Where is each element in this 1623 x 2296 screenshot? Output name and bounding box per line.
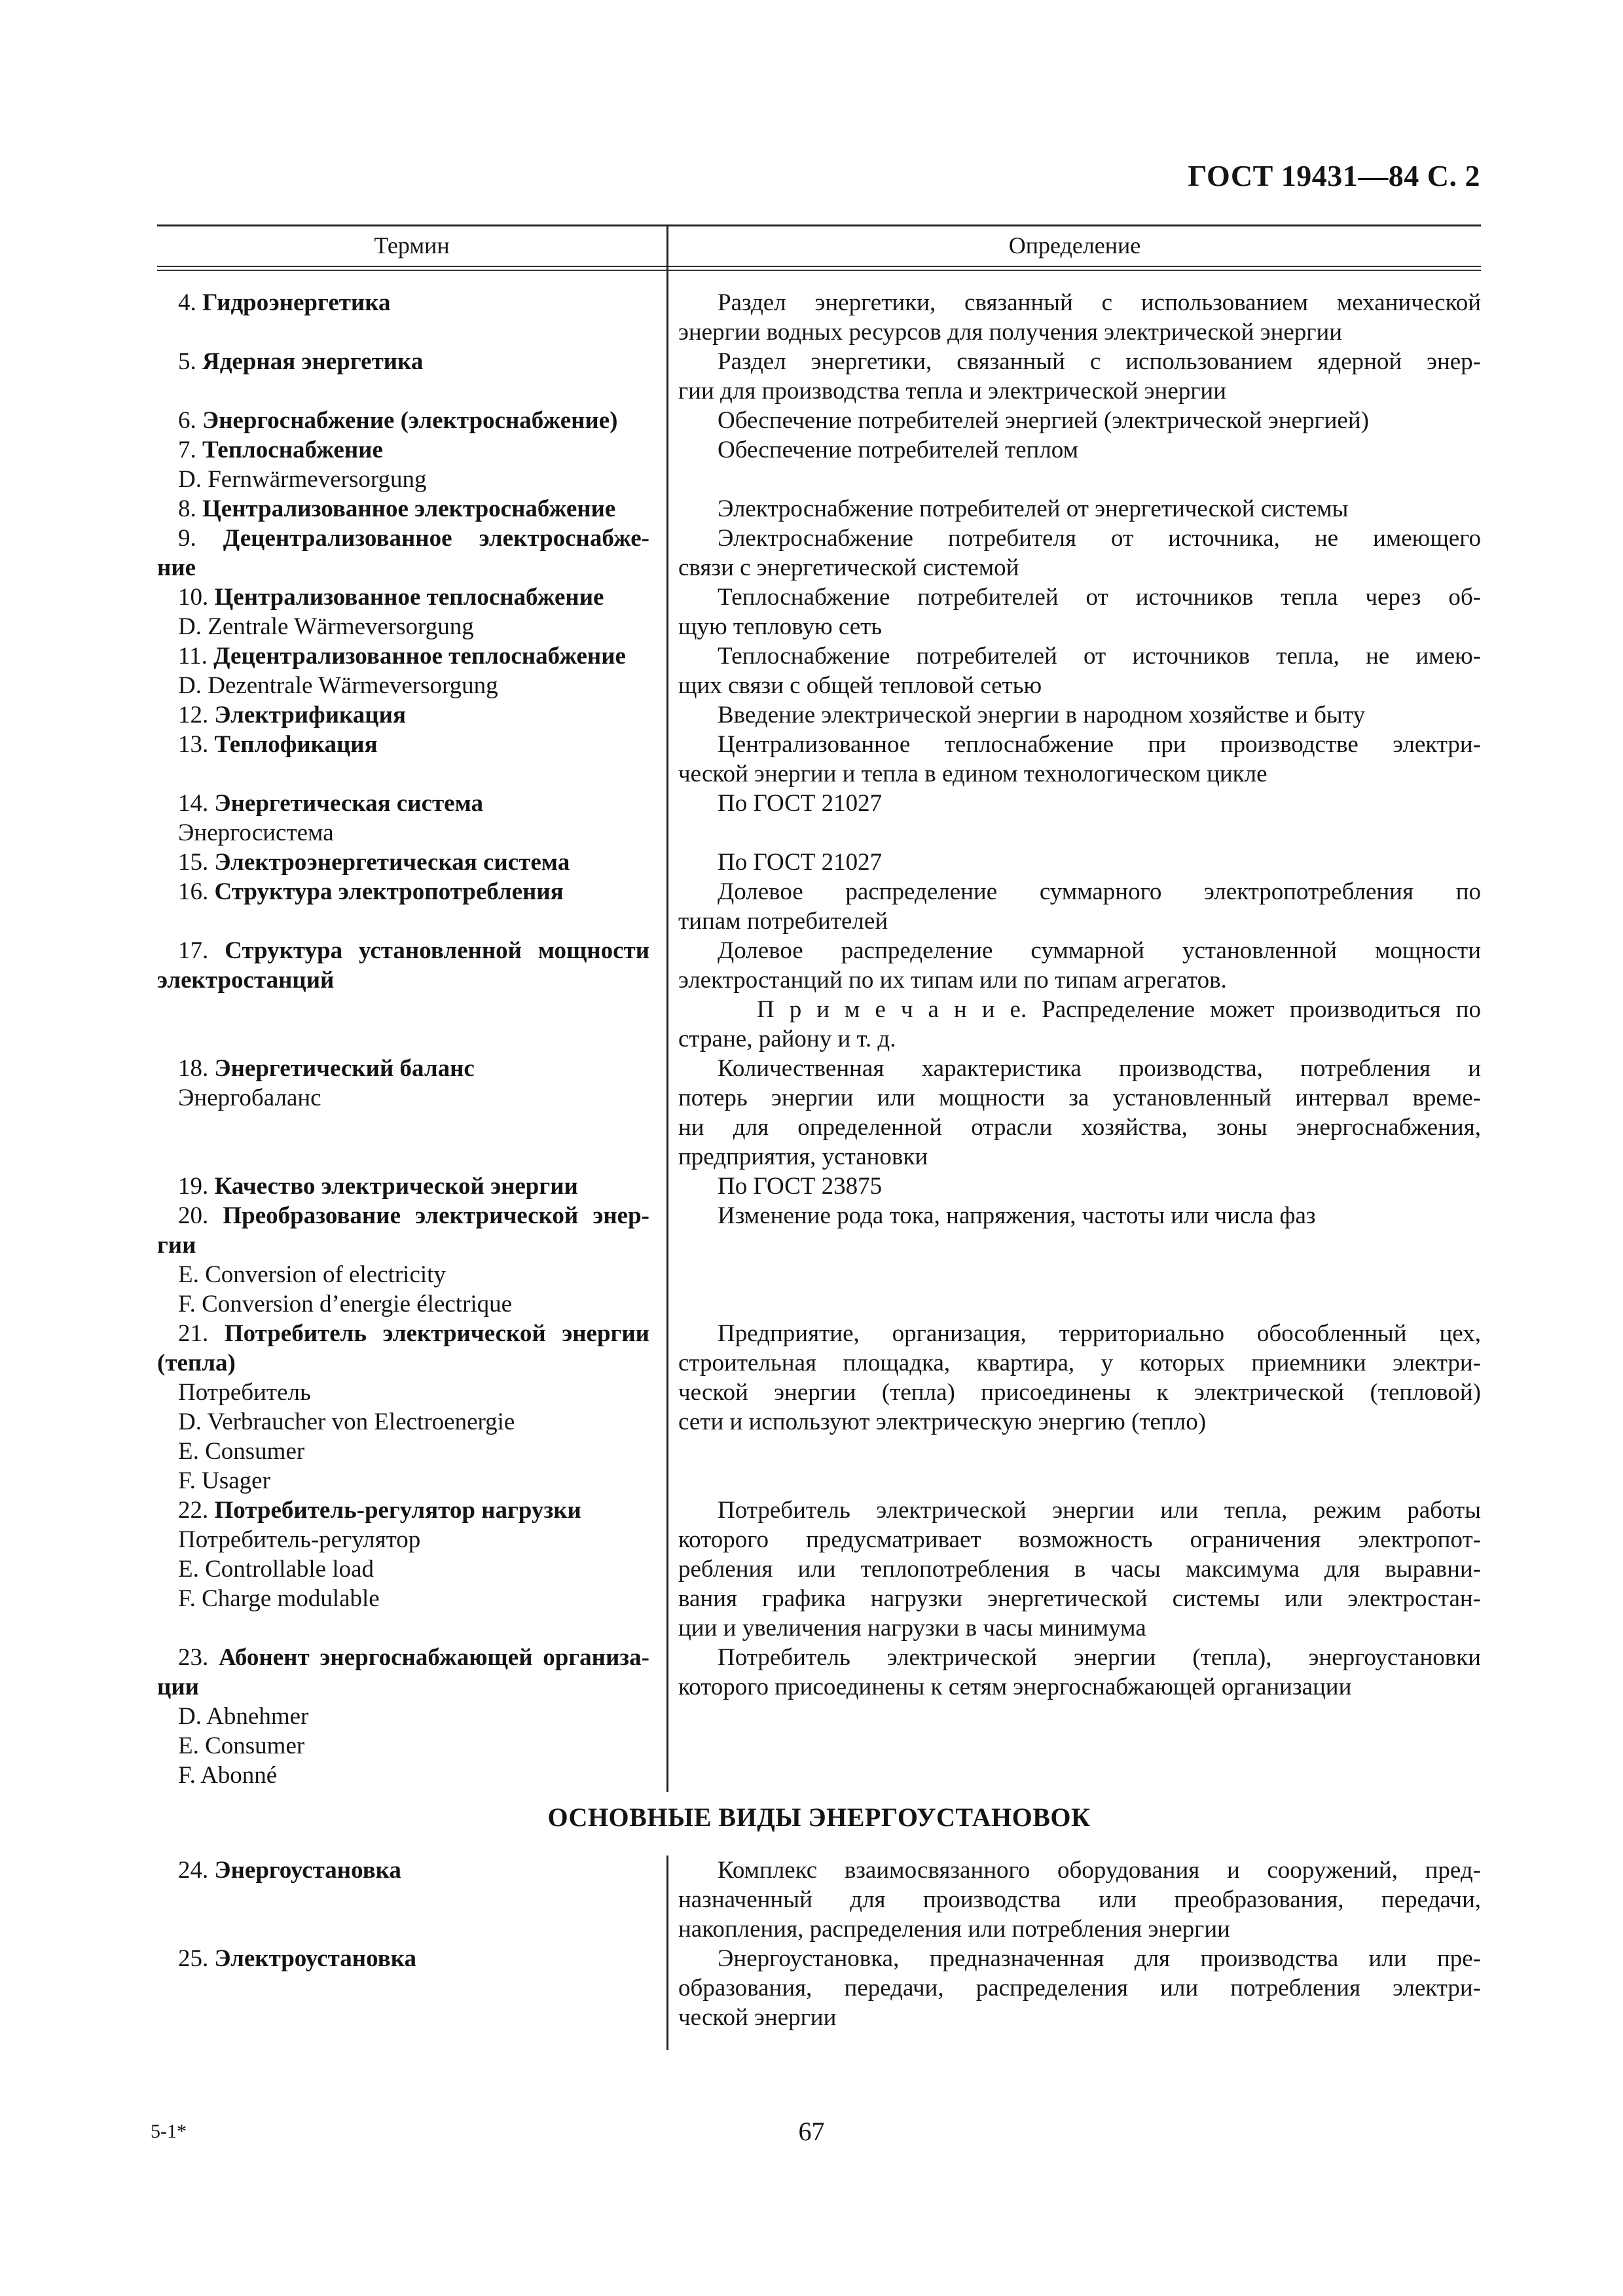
term-line — [157, 465, 649, 494]
term-name: Потребитель электрической энергии — [224, 1320, 649, 1347]
term-line — [157, 524, 649, 553]
term-line — [157, 848, 649, 877]
definition-line: образования, передачи, распределения или потребления электри- — [678, 1975, 1481, 2001]
term-line — [157, 936, 649, 965]
definition-line: Теплоснабжение потребителей от источников тепла, не имею- — [718, 643, 1481, 670]
definition-line: энергии водных ресурсов для получения электрической энергии — [678, 319, 1343, 346]
term-line — [157, 1643, 649, 1672]
term-line — [157, 1525, 649, 1554]
definition-line: электростанций по их типам или по типам агрегатов. — [678, 967, 1227, 994]
term-text: F. Usager — [178, 1467, 270, 1494]
term-name: Электроэнергетическая система — [214, 849, 570, 876]
term-name: Децентрализованное электроснабже- — [223, 525, 649, 552]
term-line — [157, 1554, 649, 1584]
definition-line: Теплоснабжение потребителей от источников тепла через об- — [718, 584, 1481, 611]
term-line — [157, 612, 649, 641]
definition-line: Энергоустановка, предназначенная для производства или пре- — [718, 1945, 1481, 1972]
term-line — [157, 553, 649, 583]
term-line — [157, 700, 649, 730]
definition-line: гии для производства тепла и электрической энергии — [678, 378, 1227, 404]
definition-line: предприятия, установки — [678, 1143, 928, 1170]
definition-line: которого присоединены к сетям энергоснабжающей организации — [678, 1674, 1352, 1700]
definition-line: Комплекс взаимосвязанного оборудования и сооружений, пред- — [718, 1857, 1481, 1884]
term-text: 19. — [178, 1173, 215, 1200]
term-text: D. Verbraucher von Electroenergie — [178, 1408, 515, 1435]
term-name: Потребитель-регулятор нагрузки — [214, 1497, 581, 1524]
definition-line: Раздел энергетики, связанный с использованием ядерной энер- — [718, 348, 1481, 375]
table-header-rule — [157, 266, 1481, 267]
term-name: Энергетический баланс — [214, 1055, 475, 1082]
column-divider — [666, 224, 668, 1792]
term-line — [157, 435, 649, 465]
term-text: E. Consumer — [178, 1438, 305, 1465]
term-line — [157, 1172, 649, 1201]
term-text: D. Abnehmer — [178, 1703, 309, 1730]
term-line — [157, 965, 649, 995]
definition-line: По ГОСТ 23875 — [718, 1173, 883, 1200]
term-name: Ядерная энергетика — [202, 348, 424, 375]
definition-line: ребления или теплопотребления в часы максимума для выравни- — [678, 1556, 1481, 1583]
table-top-rule — [157, 224, 1481, 226]
term-name: Качество электрической энергии — [214, 1173, 578, 1200]
term-line — [157, 1378, 649, 1407]
term-line — [157, 406, 649, 435]
term-text: Потребитель-регулятор — [178, 1526, 421, 1553]
term-text: 5. — [178, 348, 202, 375]
term-text: Энергосистема — [178, 819, 334, 846]
definition-line: строительная площадка, квартира, у которых приемники электри- — [678, 1350, 1481, 1376]
definition-line: Обеспечение потребителей теплом — [718, 437, 1079, 463]
term-text: 16. — [178, 878, 215, 905]
definition-line: потерь энергии или мощности за установленный интервал време- — [678, 1085, 1481, 1111]
definition-line: Количественная характеристика производства, потребления и — [718, 1055, 1481, 1082]
column-header-term: Термин — [374, 232, 450, 259]
definition-line: Централизованное теплоснабжение при производстве электри- — [718, 731, 1481, 758]
definition-line: которого предусматривает возможность ограничения электропот- — [678, 1526, 1481, 1553]
term-text: 6. — [178, 407, 202, 434]
term-line — [157, 1437, 649, 1466]
term-name: гии — [157, 1232, 196, 1259]
term-name: Структура установленной мощности — [225, 937, 650, 964]
term-name: Электроустановка — [214, 1945, 416, 1972]
term-line — [157, 1702, 649, 1731]
table-header-rule-double — [157, 270, 1481, 271]
term-name: Электрификация — [214, 702, 406, 728]
term-name: электростанций — [157, 967, 335, 994]
term-text: 20. — [178, 1202, 223, 1229]
term-text: 21. — [178, 1320, 225, 1347]
definition-line: Потребитель электрической энергии или тепла, режим работы — [718, 1497, 1481, 1524]
term-text: F. Abonné — [178, 1762, 278, 1789]
term-text: 14. — [178, 790, 215, 817]
definition-line: Потребитель электрической энергии (тепла), энергоустановки — [718, 1644, 1481, 1671]
term-name: Теплофикация — [214, 731, 378, 758]
note-line — [678, 995, 1481, 1024]
term-line — [157, 1289, 649, 1319]
definition-line: вания графика нагрузки энергетической системы или электростан- — [678, 1585, 1481, 1612]
term-name: Централизованное электроснабжение — [202, 495, 616, 522]
definition-line: щих связи с общей тепловой сетью — [678, 672, 1042, 699]
term-line — [157, 877, 649, 906]
term-line — [157, 1672, 649, 1702]
definition-line: сети и используют электрическую энергию (тепло) — [678, 1408, 1207, 1435]
definition-line: По ГОСТ 21027 — [718, 849, 883, 876]
term-text: 18. — [178, 1055, 215, 1082]
term-line — [157, 1584, 649, 1613]
definition-line: ческой энергии — [678, 2004, 837, 2031]
term-text: 8. — [178, 495, 202, 522]
term-name: Централизованное теплоснабжение — [214, 584, 604, 611]
term-line — [157, 730, 649, 759]
term-text: 22. — [178, 1497, 215, 1524]
term-name: Энергетическая система — [214, 790, 484, 817]
term-name: Энергоустановка — [214, 1857, 401, 1884]
term-line — [157, 1260, 649, 1289]
term-text: 25. — [178, 1945, 215, 1972]
term-text: E. Controllable load — [178, 1556, 374, 1583]
definition-line: Электроснабжение потребителя от источника, не имеющего — [718, 525, 1481, 552]
term-line — [157, 1761, 649, 1790]
term-line — [157, 1731, 649, 1761]
term-name: Преобразование электрической энер- — [223, 1202, 649, 1229]
term-line — [157, 1201, 649, 1230]
term-text: D. Dezentrale Wärmeversorgung — [178, 672, 498, 699]
definition-line: типам потребителей — [678, 908, 888, 935]
definition-line: Долевое распределение суммарного электропотребления по — [718, 878, 1481, 905]
term-text: Потребитель — [178, 1379, 311, 1406]
term-line — [157, 789, 649, 818]
term-line — [157, 1407, 649, 1437]
note-text: Распределение может производиться по — [1027, 996, 1481, 1023]
note-label: П р и м е ч а н и е. — [757, 996, 1027, 1023]
term-name: ции — [157, 1674, 199, 1700]
definition-line: щую тепловую сеть — [678, 613, 883, 640]
definition-line: назначенный для производства или преобразования, передачи, — [678, 1886, 1481, 1913]
term-text: E. Consumer — [178, 1732, 305, 1759]
definition-line: ческой энергии и тепла в едином технологическом цикле — [678, 761, 1267, 787]
definition-line: Введение электрической энергии в народном хозяйстве и быту — [718, 702, 1365, 728]
document-header: ГОСТ 19431—84 С. 2 — [1188, 159, 1480, 192]
term-name: Теплоснабжение — [202, 437, 383, 463]
term-text: 12. — [178, 702, 215, 728]
term-line — [157, 671, 649, 700]
term-name: (тепла) — [157, 1350, 236, 1376]
term-line — [157, 1466, 649, 1496]
term-line — [157, 1319, 649, 1348]
term-line — [157, 1496, 649, 1525]
term-text: 23. — [178, 1644, 219, 1671]
term-line — [157, 1348, 649, 1378]
term-line — [157, 1054, 649, 1083]
term-line — [157, 1083, 649, 1113]
term-name: ние — [157, 554, 196, 581]
term-name: Структура электропотребления — [214, 878, 564, 905]
definition-line: ческой энергии (тепла) присоединены к электрической (тепловой) — [678, 1379, 1481, 1406]
term-line — [157, 1230, 649, 1260]
term-text: F. Charge modulable — [178, 1585, 380, 1612]
term-text: 13. — [178, 731, 215, 758]
column-header-definition: Определение — [1008, 232, 1141, 259]
term-line — [157, 288, 649, 317]
definition-line: Раздел энергетики, связанный с использованием механической — [718, 289, 1481, 316]
term-line — [157, 641, 649, 671]
term-name: Энергоснабжение (электроснабжение) — [202, 407, 618, 434]
term-name: Децентрализованное теплоснабжение — [213, 643, 626, 670]
term-line — [157, 347, 649, 376]
term-text: Энергобаланс — [178, 1085, 321, 1111]
term-text: 17. — [178, 937, 225, 964]
term-line — [157, 1856, 649, 1885]
term-text: 7. — [178, 437, 202, 463]
term-name: Гидроэнергетика — [202, 289, 391, 316]
definition-line: Предприятие, организация, территориально обособленный цех, — [718, 1320, 1481, 1347]
term-line — [157, 1944, 649, 1973]
note-line: стране, району и т. д. — [678, 1026, 896, 1052]
section-heading: ОСНОВНЫЕ ВИДЫ ЭНЕРГОУСТАНОВОК — [547, 1803, 1091, 1832]
definition-line: Электроснабжение потребителей от энергетической системы — [718, 495, 1349, 522]
term-line — [157, 818, 649, 848]
term-text: 9. — [178, 525, 223, 552]
term-name: Абонент энергоснабжающей организа- — [219, 1644, 650, 1671]
term-line — [157, 494, 649, 524]
definition-line: ции и увеличения нагрузки в часы минимума — [678, 1615, 1146, 1641]
term-text: 15. — [178, 849, 215, 876]
term-text: D. Fernwärmeversorgung — [178, 466, 427, 493]
term-text: D. Zentrale Wärmeversorgung — [178, 613, 474, 640]
term-text: 10. — [178, 584, 215, 611]
term-text: E. Conversion of electricity — [178, 1261, 446, 1288]
definition-line: ни для определенной отрасли хозяйства, зоны энергоснабжения, — [678, 1114, 1481, 1141]
footer-mark: 5-1* — [151, 2121, 187, 2142]
term-line — [157, 583, 649, 612]
definition-line: связи с энергетической системой — [678, 554, 1019, 581]
term-text: 24. — [178, 1857, 215, 1884]
term-text: 11. — [178, 643, 214, 670]
term-text: F. Conversion d’energie électrique — [178, 1291, 513, 1318]
definition-line: Долевое распределение суммарной установленной мощности — [718, 937, 1481, 964]
column-divider-section2 — [666, 1856, 668, 2050]
definition-line: По ГОСТ 21027 — [718, 790, 883, 817]
term-text: 4. — [178, 289, 202, 316]
definition-line: Обеспечение потребителей энергией (электрической энергией) — [718, 407, 1369, 434]
definition-line: Изменение рода тока, напряжения, частоты или числа фаз — [718, 1202, 1316, 1229]
definition-line: накопления, распределения или потребления энергии — [678, 1916, 1230, 1943]
page-number: 67 — [798, 2117, 825, 2146]
